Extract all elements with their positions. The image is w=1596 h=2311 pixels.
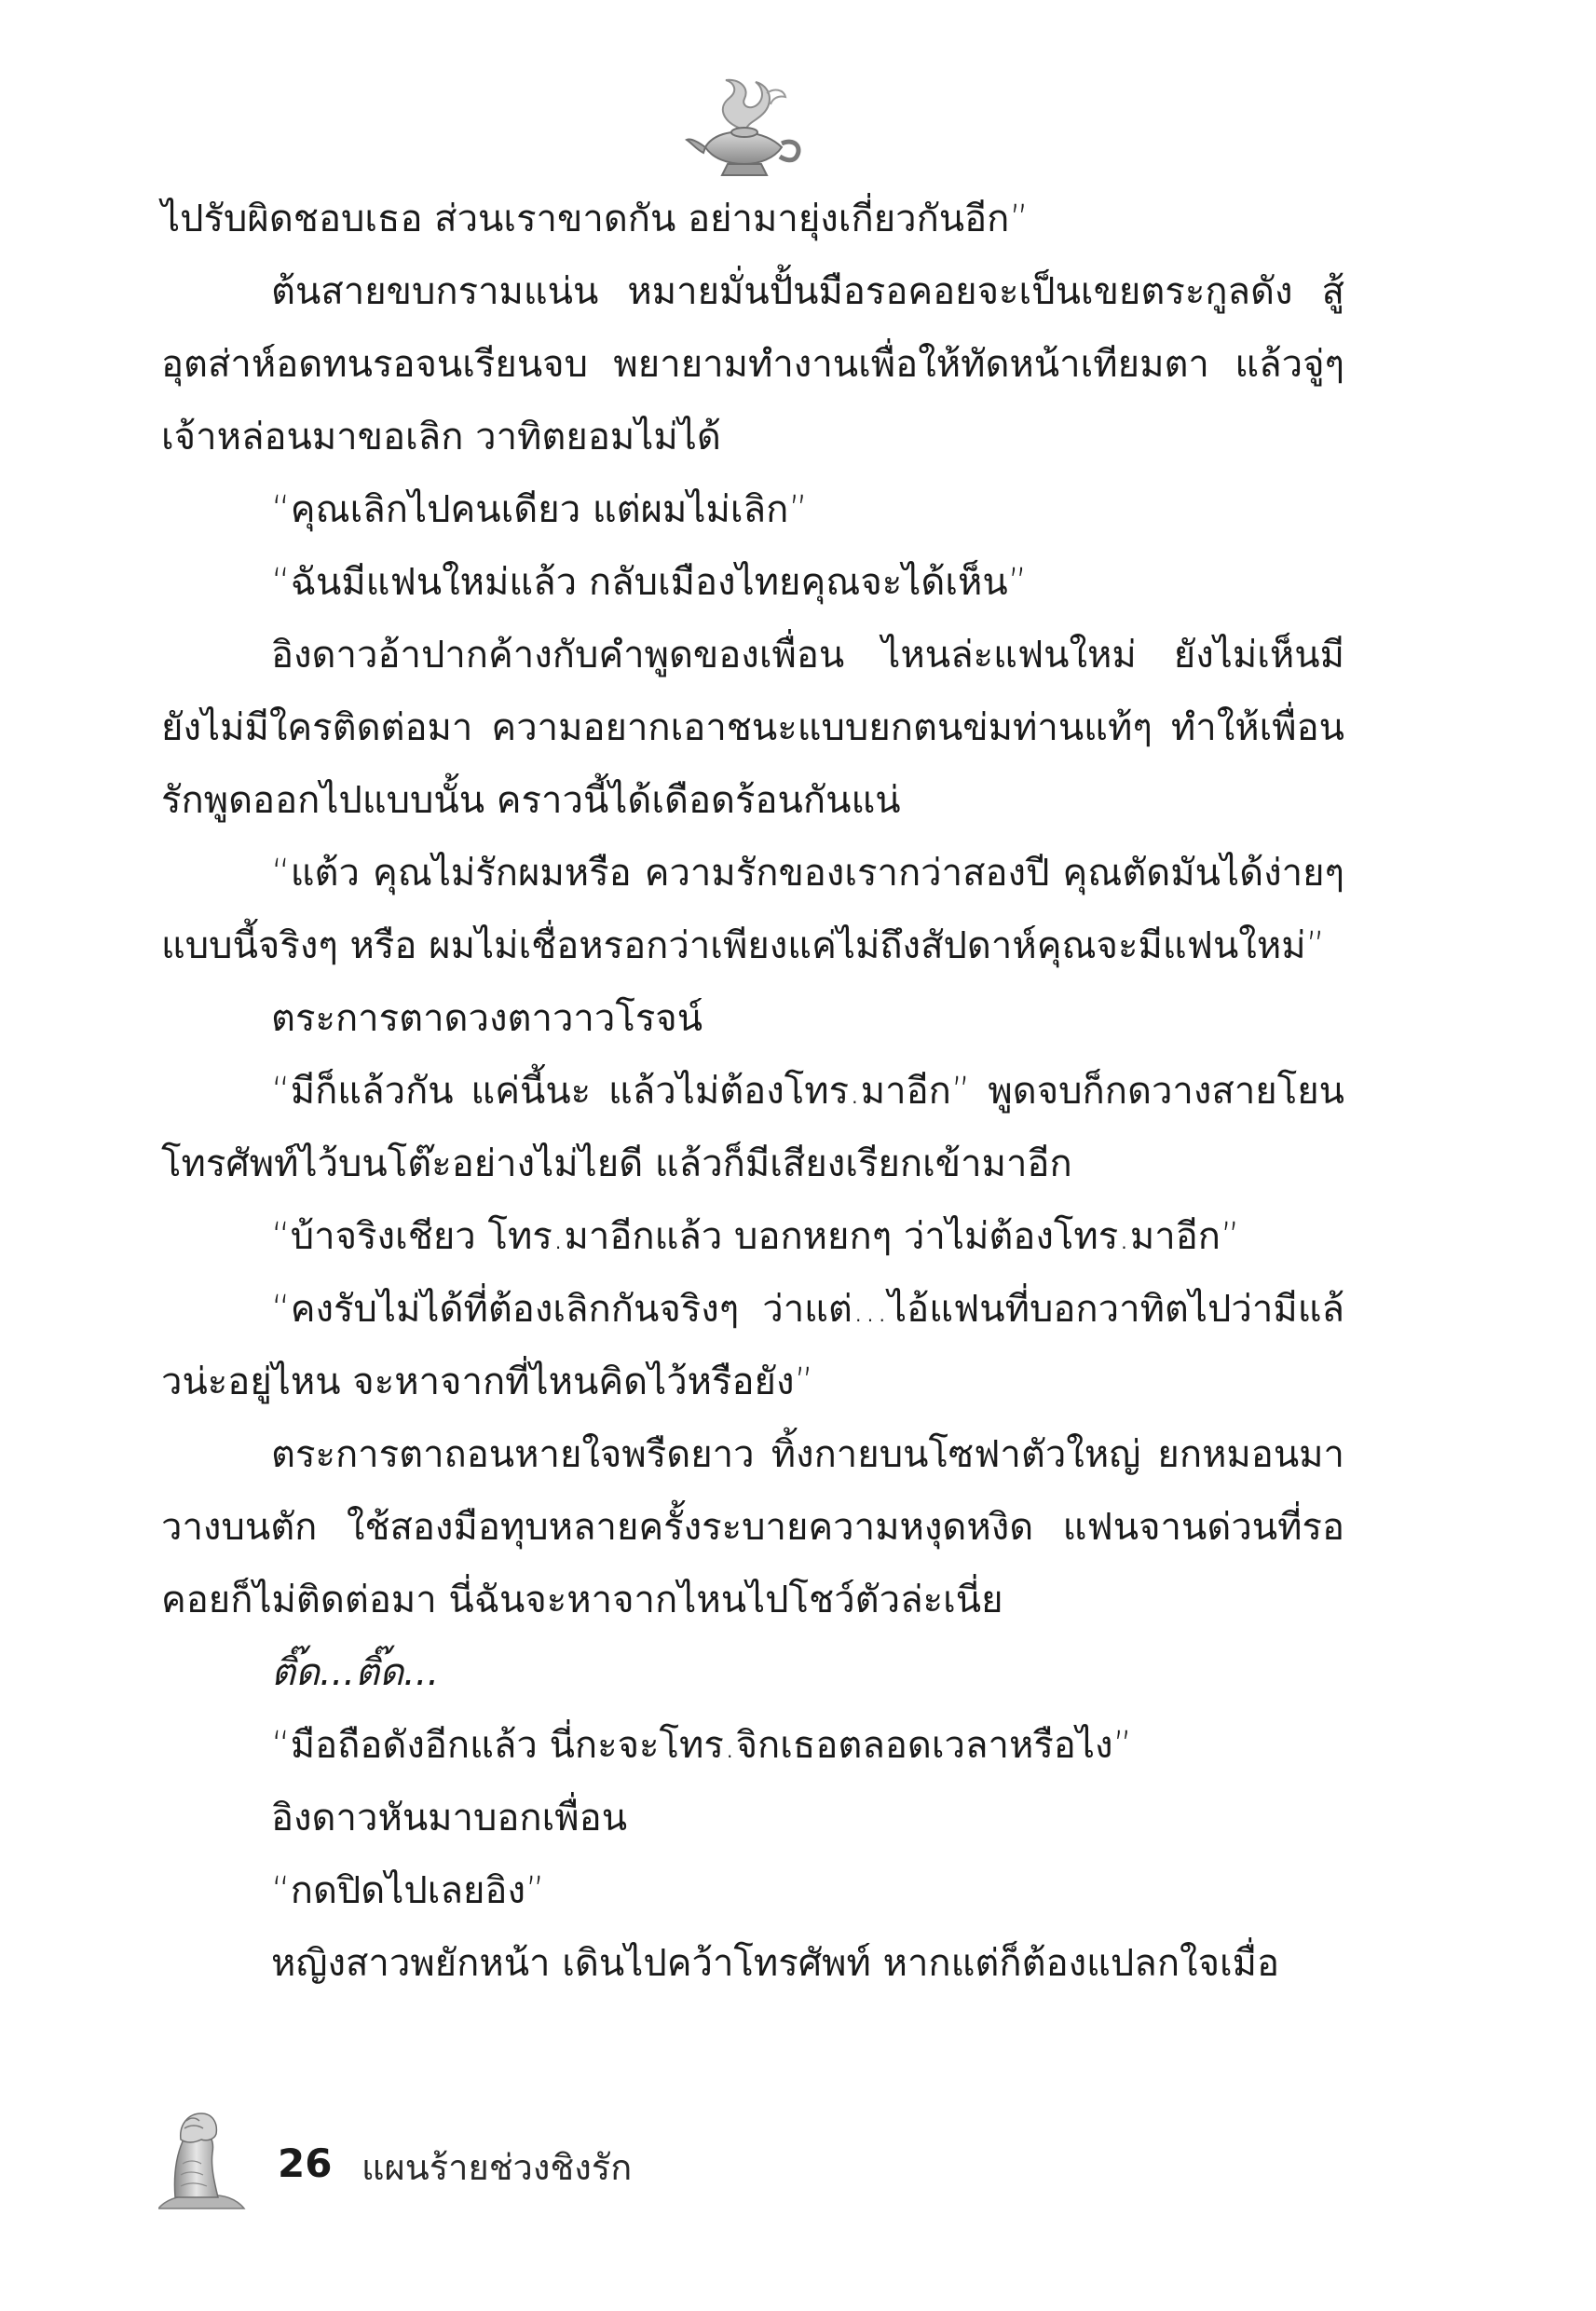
paragraph-14: อิงดาวหันมาบอกเพื่อน [271, 1797, 628, 1839]
merlion-statue-icon [158, 2108, 289, 2210]
paragraph-4: “ฉันมีแฟนใหม่แล้ว กลับเมืองไทยคุณจะได้เห็น” [271, 561, 1028, 604]
paragraph-9: “บ้าจริงเชียว โทร.มาอีกแล้ว บอกหยกๆ ว่าไม่ต้องโทร.มาอีก” [271, 1215, 1240, 1258]
paragraph-7: ตระการตาดวงตาวาวโรจน์ [271, 997, 703, 1040]
page-number: 26 [278, 2140, 333, 2186]
paragraph-13: “มือถือดังอีกแล้ว นี่กะจะโทร.จิกเธอตลอดเวลาหรือไง” [271, 1724, 1133, 1767]
paragraph-2: ต้นสายขบกรามแน่น หมายมั่นปั้นมือรอคอยจะเป็นเขยตระกูลดัง สู้อุตส่าห์อดทนรอจนเรียนจบ พยายามทำงานเพื่อให้ทัดหน้าเทียมตา แล้วจู่ๆ เจ้าหล่อนมาขอเลิก วาทิตยอมไม่ได้ [161, 270, 1344, 458]
paragraph-5: อิงดาวอ้าปากค้างกับคำพูดของเพื่อน ไหนล่ะแฟนใหม่ ยังไม่เห็นมี ยังไม่มีใครติดต่อมา ความอยากเอาชนะแบบยกตนข่มท่านแท้ๆ ทำให้เพื่อนรักพูดออกไปแบบนั้น คราวนี้ได้เดือดร้อนกันแน่ [161, 634, 1344, 822]
book-title: แผนร้ายช่วงชิงรัก [361, 2147, 633, 2188]
paragraph-16: หญิงสาวพยักหน้า เดินไปคว้าโทรศัพท์ หากแต่ก็ต้องแปลกใจเมื่อ [271, 1942, 1280, 1985]
genie-lamp-icon [685, 75, 806, 182]
paragraph-15: “กดปิดไปเลยอิง” [271, 1869, 545, 1912]
paragraph-3: “คุณเลิกไปคนเดียว แต่ผมไม่เลิก” [271, 488, 809, 531]
paragraph-12-sound: ติ๊ด...ติ๊ด... [271, 1651, 440, 1694]
paragraph-10: “คงรับไม่ได้ที่ต้องเลิกกันจริงๆ ว่าแต่...ไอ้แฟนที่บอกวาทิตไปว่ามีแล้วน่ะอยู่ไหน จะหาจากที่ไหนคิดไว้หรือยัง” [161, 1288, 1344, 1403]
body-text [161, 183, 1344, 2000]
paragraph-11: ตระการตาถอนหายใจพรืดยาว ทิ้งกายบนโซฟาตัวใหญ่ ยกหมอนมาวางบนตัก ใช้สองมือทุบหลายครั้งระบายความหงุดหงิด แฟนจานด่วนที่รอคอยก็ไม่ติดต่อมา นี่ฉันจะหาจากไหนไปโชว์ตัวล่ะเนี่ย [161, 1433, 1344, 1621]
paragraph-1: ไปรับผิดชอบเธอ ส่วนเราขาดกัน อย่ามายุ่งเกี่ยวกันอีก” [161, 198, 1030, 240]
page-footer [158, 2108, 811, 2210]
paragraph-8: “มีก็แล้วกัน แค่นี้นะ แล้วไม่ต้องโทร.มาอีก” พูดจบก็กดวางสายโยนโทรศัพท์ไว้บนโต๊ะอย่างไม่ไยดี แล้วก็มีเสียงเรียกเข้ามาอีก [161, 1070, 1344, 1185]
paragraph-6: “แต้ว คุณไม่รักผมหรือ ความรักของเรากว่าสองปี คุณตัดมันได้ง่ายๆ แบบนี้จริงๆ หรือ ผมไม่เชื่อหรอกว่าเพียงแค่ไม่ถึงสัปดาห์คุณจะมีแฟนใหม่” [161, 852, 1344, 967]
